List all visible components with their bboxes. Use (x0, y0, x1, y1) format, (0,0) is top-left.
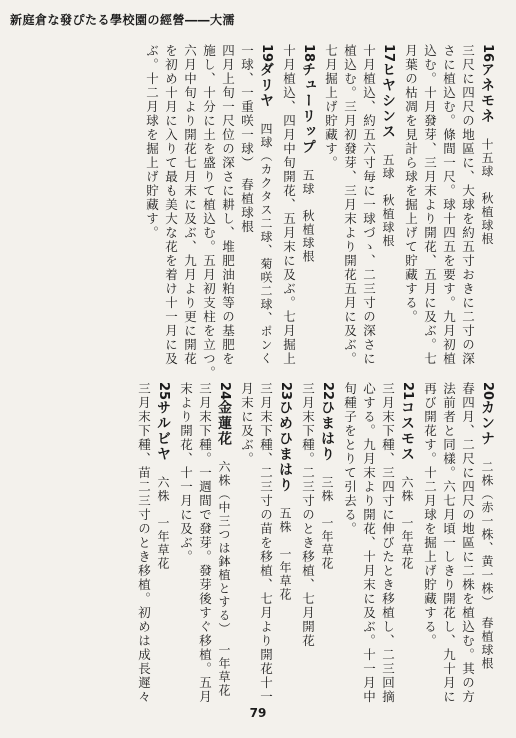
entry-meta: 六株 一年草花 (156, 476, 170, 571)
entry-meta: 五株 一年草花 (278, 507, 292, 602)
entry-heading (259, 44, 273, 374)
entry-name: 金蓮花 (216, 400, 232, 447)
entry-meta: 十五球 秋植球根 (480, 138, 494, 247)
entry-number: 22 (320, 382, 335, 401)
entry-meta: 五球 秋植球根 (301, 169, 315, 264)
entry-meta: 六株（中三つは鉢植とする） 一年草花 (217, 460, 231, 698)
entry-name: ひまはり (319, 400, 335, 463)
entry-heading (320, 382, 334, 692)
body-line: 春四月、二尺に四尺の地區に二株を植込む。其の方 (460, 382, 476, 704)
body-line: 心する。九月末より開花、十月末に及ぶ。十一月中 (361, 382, 377, 704)
entry-number: 19 (259, 44, 274, 63)
running-header: 新庭倉な發ぴたる學校園の經營――大濡 (10, 13, 236, 27)
spacer (480, 447, 495, 461)
entry-meta: 四球（カクタス二球、菊咲二球、ポンく (259, 122, 273, 366)
body-line: 月末に及ぶ。 (239, 382, 255, 466)
body-line: 十月植込、四月中旬開花、五月末に及ぶ。七月掘上 (281, 44, 297, 366)
spacer (278, 493, 293, 507)
entry-heading (400, 382, 414, 692)
entry-heading (480, 44, 494, 374)
body-line: 四月上旬一尺位の深さに耕し、堆肥油粕等の基肥を (220, 44, 236, 366)
entry-heading (301, 44, 315, 374)
body-line: 旬種子をとりて引去る。 (342, 382, 358, 536)
body-line: 末より開花、十一月に及ぶ。 (178, 382, 194, 564)
entry-name: カンナ (479, 400, 495, 447)
body-line: ぶ。十二月球を掘上げ貯藏す。 (144, 44, 160, 240)
entry-number: 25 (156, 382, 171, 401)
body-line: 植込む。三月初發芽、三月末より開花五月に及ぶ。 (342, 44, 358, 366)
body-line: 三月末下種、二三寸の苗を移植、七月より開花十一 (258, 382, 274, 704)
entry-name: ヒヤシンス (380, 62, 396, 140)
body-line: 三月末下種。一週間で發芽。發芽後すぐ移植。五月 (197, 382, 213, 704)
body-line: さに植込む。條間一尺。球十四五を要す。九月初植 (441, 44, 457, 366)
entry-heading (381, 44, 395, 374)
body-line: 法前者と同樣。六七月頃一しきり開花し、九十月に (441, 382, 457, 704)
entry-number: 23 (278, 382, 293, 401)
entry-number: 21 (400, 382, 415, 401)
entry-meta: 五球 秋植球根 (381, 153, 395, 249)
entry-heading (480, 382, 494, 692)
entry-number: 24 (217, 382, 232, 401)
entry-meta: 二株（赤一株、黄一株） 春植球根 (480, 460, 494, 671)
body-line: 三月末下種、苗二三寸のとき移植。初めは成長遲々 (136, 382, 152, 704)
spacer (381, 140, 396, 154)
body-line: 月葉の枯凋を見計ら球を掘上げて貯藏する。 (403, 44, 419, 324)
body-line: 三尺に四尺の地區に、大球を約五寸おきに二寸の深 (460, 44, 476, 366)
body-line: 再び開花す。十二月球を掘上げ貯藏する。 (422, 382, 438, 648)
entry-number: 18 (301, 44, 316, 63)
entry-name: コスモス (399, 400, 415, 463)
spacer (320, 462, 335, 476)
entry-heading (156, 382, 170, 692)
entry-number: 17 (381, 44, 396, 63)
entry-number: 16 (480, 44, 495, 63)
page-number: 79 (249, 706, 267, 720)
spacer (400, 462, 415, 476)
spacer (217, 447, 232, 461)
entry-heading (278, 382, 292, 692)
entry-name: アネモネ (479, 62, 495, 125)
entry-name: チューリップ (300, 62, 316, 156)
entry-number: 20 (480, 382, 495, 401)
entry-name: ひめひまはり (277, 400, 293, 494)
body-line: 込む。十月發芽、三月末より開花、五月に及ぶ。七 (422, 44, 438, 366)
body-line: を初め十月に入りて最も美大な花を着け十一月に及 (163, 44, 179, 366)
entry-name: サルビヤ (155, 400, 171, 463)
body-line: 十月植込、約五六寸毎に一球づゝ、二三寸の深さに (361, 44, 377, 366)
entry-meta: 三株 一年草花 (320, 476, 334, 571)
spacer (301, 155, 316, 169)
entry-heading (216, 382, 232, 698)
spacer (259, 109, 274, 123)
entry-meta: 六株 一年草花 (400, 476, 414, 571)
spacer (156, 462, 171, 476)
body-line: 三月末下種。二三寸のとき移植、七月開花 (300, 382, 316, 648)
body-line: 一球、一重咲一球） 春植球根 (239, 44, 255, 234)
body-line: 三月末下種、三四寸に伸びたとき移植し、二三回摘 (380, 382, 396, 704)
body-line: 施し、十分に土を盛りて植込む。五月初支柱を立つ。 (201, 44, 217, 380)
entry-name: ダリヤ (258, 62, 274, 109)
spacer (480, 124, 495, 138)
body-line: 六月中旬より開花七月末に及ぶ、九月より更に開花 (182, 44, 198, 366)
body-line: 七月掘上げ貯藏す。 (323, 44, 339, 170)
